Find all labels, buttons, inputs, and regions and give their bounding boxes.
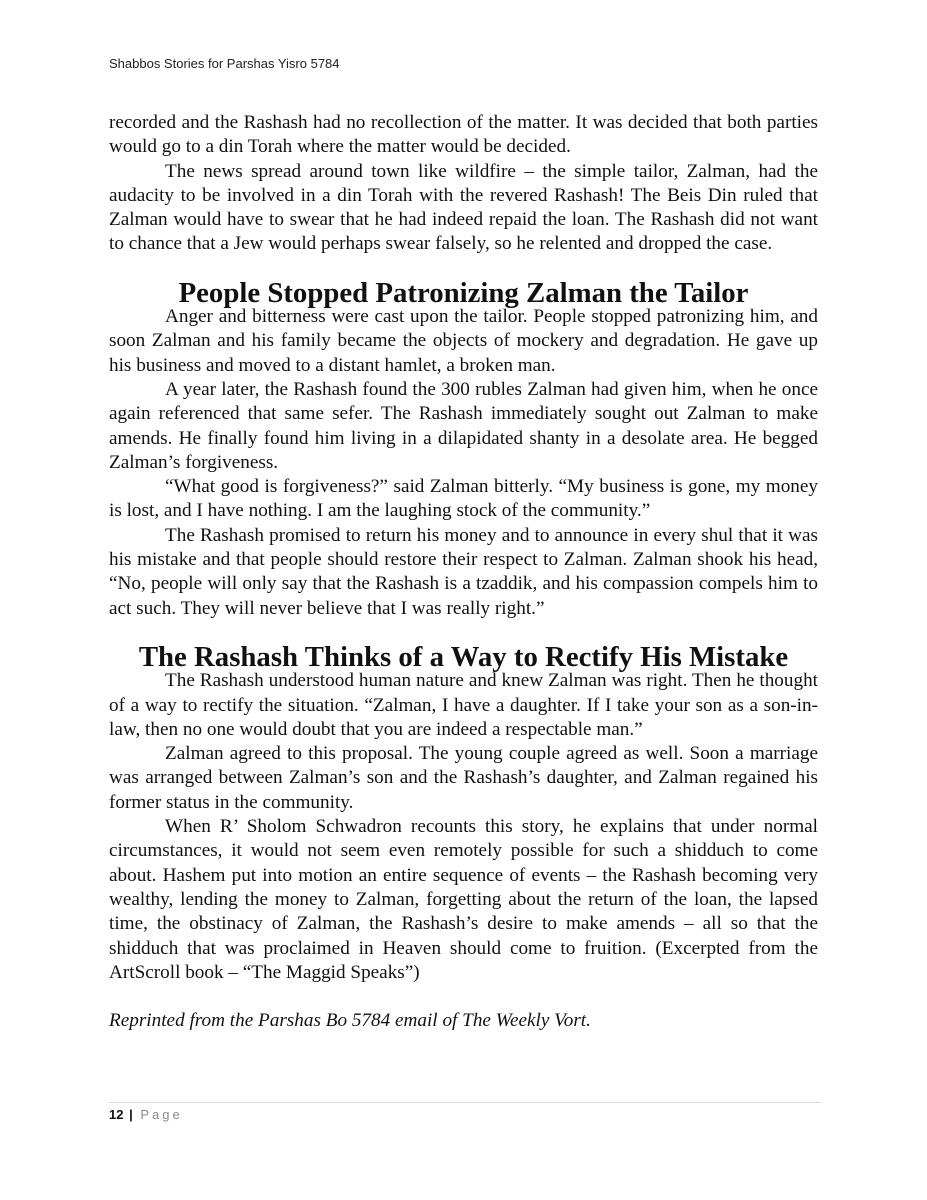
paragraph: The news spread around town like wildfire – the simple tailor, Zalman, had the audacity to be involved in a din Torah with the revered Rashash! The Beis Din ruled that Zalman would have to swear that he had indeed repaid the loan. The Rashash did not want to chance that a Jew would perhaps swear falsely, so he relented and dropped the case. <box>109 160 818 255</box>
footer-separator: | <box>129 1107 133 1122</box>
paragraph: When R’ Sholom Schwadron recounts this story, he explains that under normal circumstances, it would not seem even remotely possible for such a shidduch to come about. Hashem put into motion an entire sequence of events – the Rashash becoming very wealthy, lending the money to Zalman, forgetting about the return of the loan, the lapsed time, the obstinacy of Zalman, the Rashash’s desire to make amends – all so that the shidduch that was proclaimed in Heaven should come to fruition. (Excerpted from the ArtScroll book – “The Maggid Speaks”) <box>109 816 818 983</box>
section-heading: The Rashash Thinks of a Way to Rectify His Mistake <box>138 640 789 673</box>
paragraph: Anger and bitterness were cast upon the tailor. People stopped patronizing him, and soon Zalman and his family became the objects of mockery and degradation. He gave up his business and moved to a distant hamlet, a broken man. <box>109 306 818 376</box>
paragraph: recorded and the Rashash had no recollection of the matter. It was decided that both parties would go to a din Torah where the matter would be decided. <box>109 112 818 158</box>
paragraph: “What good is forgiveness?” said Zalman bitterly. “My business is gone, my money is lost, and I have nothing. I am the laughing stock of the community.” <box>109 476 818 522</box>
page-number: 12 <box>109 1107 124 1122</box>
paragraph: A year later, the Rashash found the 300 rubles Zalman had given him, when he once again referenced that same sefer. The Rashash immediately sought out Zalman to make amends. He finally found him living in a dilapidated shanty in a desolate area. He begged Zalman’s forgiveness. <box>109 378 818 473</box>
paragraph: Zalman agreed to this proposal. The young couple agreed as well. Soon a marriage was arranged between Zalman’s son and the Rashash’s daughter, and Zalman regained his former status in the community. <box>109 743 818 813</box>
running-header: Shabbos Stories for Parshas Yisro 5784 <box>109 56 340 71</box>
reprint-note: Reprinted from the Parshas Bo 5784 email of The Weekly Vort. <box>109 1010 591 1032</box>
paragraph: The Rashash promised to return his money and to announce in every shul that it was his mistake and that people should restore their respect to Zalman. Zalman shook his head, “No, people will only say that the Rashash is a tzaddik, and his compassion compels him to act such. They will never believe that I was really right.” <box>109 524 818 619</box>
section-heading: People Stopped Patronizing Zalman the Tailor <box>178 276 749 309</box>
paragraph: The Rashash understood human nature and knew Zalman was right. Then he thought of a way to rectify the situation. “Zalman, I have a daughter. If I take your son as a son-in-law, then no one would doubt that you are indeed a respectable man.” <box>109 670 818 740</box>
footer-divider <box>109 1102 821 1103</box>
page-label: Page <box>140 1107 183 1122</box>
page-footer <box>109 1107 183 1122</box>
page-content <box>109 111 818 1033</box>
